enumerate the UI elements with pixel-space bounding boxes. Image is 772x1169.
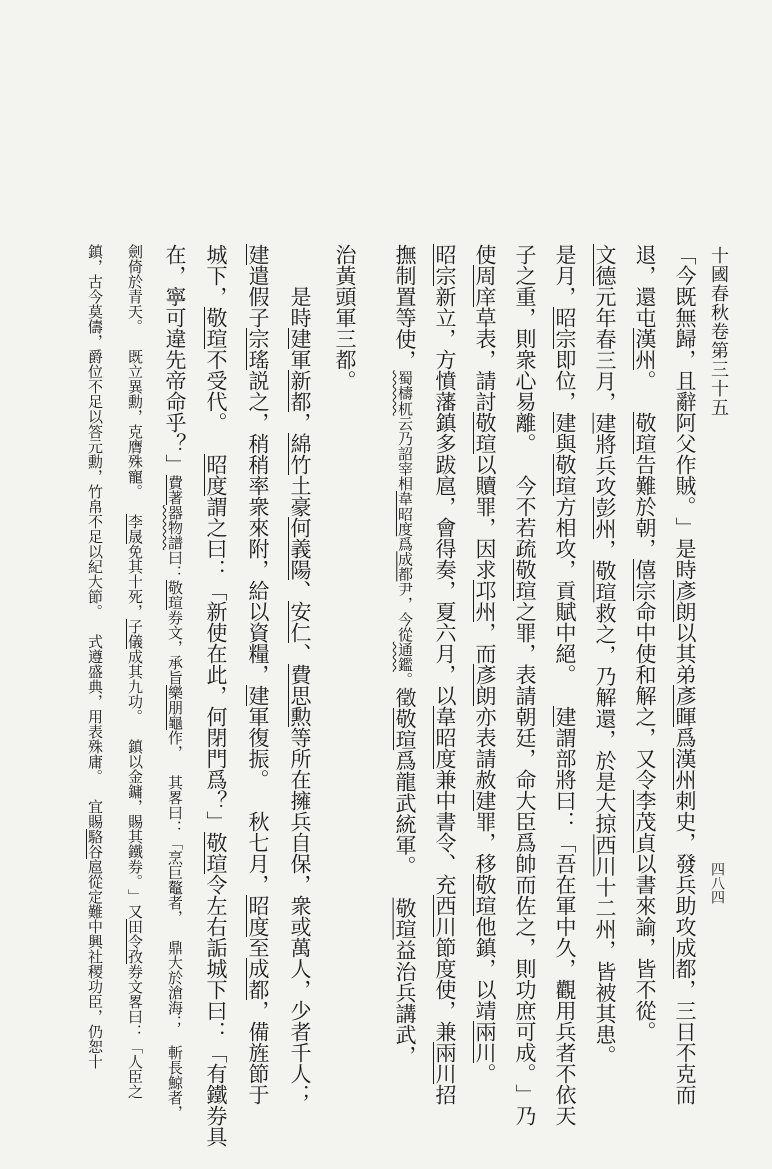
body-text: 告難於朝， <box>633 454 657 559</box>
text-column <box>331 244 359 1066</box>
proper-name-text: 漢州 <box>673 748 697 790</box>
proper-name-text: 建 <box>246 244 270 265</box>
body-text: 不受代。 <box>204 349 228 454</box>
proper-name-text: 敬瑄 <box>473 874 497 916</box>
proper-name-text: 駱谷 <box>86 829 104 859</box>
body-text: 與 <box>553 433 577 454</box>
annotation-text: 云乃詔宰相 <box>396 415 414 491</box>
body-text: 亦表請赦 <box>473 706 497 790</box>
proper-name-text: 安仁 <box>288 601 312 643</box>
body-text: 軍復振。 秋七月， <box>246 706 270 895</box>
proper-name-text: 敬瑄 <box>593 560 617 603</box>
book-title-text: 蜀檮杌 <box>396 370 414 416</box>
proper-name-text: 韋昭度 <box>396 490 414 537</box>
body-text: 使 <box>473 244 497 265</box>
body-text: 爲龍武統軍。 <box>393 750 417 898</box>
annotation-text: 免其十死， <box>126 544 144 619</box>
proper-name-text: 邛州 <box>473 580 497 622</box>
text-column <box>551 244 579 1126</box>
body-text: 方相攻，貢賦中絕。 <box>553 496 577 706</box>
body-text: 、 <box>288 580 312 601</box>
proper-name-text: 彥朗 <box>473 664 497 706</box>
annotation-text: 曰： <box>166 550 184 580</box>
body-text: ， <box>593 539 617 561</box>
book-title-text: 器物譜 <box>166 505 184 550</box>
body-text: 子之重，則衆心易離。 今不若疏 <box>513 244 537 559</box>
body-text: 等所在擁兵自保，衆或萬人，少者千人； <box>288 727 312 1105</box>
proper-name-text: 子儀 <box>126 619 144 649</box>
body-text: 令左右詬城下曰：「有鐵券具 <box>204 874 228 1147</box>
text-column <box>161 244 189 1120</box>
proper-name-text: 彥朗 <box>673 580 697 622</box>
annotation-text: 券文畧曰：「人臣之 <box>126 964 144 1099</box>
proper-name-text: 敬瑄 <box>393 897 417 940</box>
body-text: 治黃頭軍三都。 <box>333 244 357 391</box>
proper-name-text: 敬瑄 <box>166 580 184 610</box>
proper-name-text: 李晟 <box>126 514 144 544</box>
proper-name-text: 僖宗 <box>633 559 657 601</box>
body-text: 十二州，皆被其患。 <box>593 876 617 1067</box>
body-text: 、 <box>288 643 312 664</box>
text-column <box>591 244 619 1066</box>
body-text: 。 <box>473 1063 497 1084</box>
proper-name-text: 綿竹 <box>288 433 312 475</box>
annotation-text: 作， 其畧曰：「烹巨鼇者， 鼎大於滄海； 斬長鯨者， <box>166 730 184 1120</box>
body-text: 節度使，兼 <box>433 937 457 1042</box>
body-text: 益治兵講武， <box>393 939 417 1067</box>
proper-name-text: 費思勲 <box>288 664 312 727</box>
text-column <box>202 244 230 1147</box>
body-text: 謂之曰：「新使在此，何閉門爲？」 <box>204 496 228 832</box>
body-text: 謂部將曰：「吾在軍中久，觀用兵者不依天 <box>553 727 577 1126</box>
proper-name-text: 成都 <box>396 551 414 582</box>
proper-name-text: 敬瑄 <box>204 832 228 874</box>
body-text: 爲 <box>673 727 697 748</box>
proper-name-text: 敬瑄 <box>633 412 657 454</box>
body-text: 草表，請討 <box>473 307 497 412</box>
body-text: ，而 <box>473 622 497 664</box>
body-text: ，三日不克而 <box>673 979 697 1105</box>
body-text: 是時 <box>288 244 312 328</box>
body-text: 是月， <box>553 244 577 307</box>
text-column <box>631 244 659 1066</box>
proper-name-text: 新都 <box>288 370 312 412</box>
proper-name-text: 成都 <box>246 958 270 1000</box>
proper-name-text: 費著 <box>166 475 184 505</box>
proper-name-text: 敬瑄 <box>393 708 417 751</box>
proper-name-text: 田令孜 <box>126 919 144 964</box>
body-text: 説之，稍稍率衆來附，給以資糧， <box>246 370 270 685</box>
body-text: 土豪 <box>288 475 312 517</box>
body-text: ，備旌節于 <box>246 1000 270 1105</box>
proper-name-text: 敬瑄 <box>553 454 577 496</box>
body-text: 兼中書令、充 <box>433 769 457 895</box>
proper-name-text: 兩川 <box>473 1021 497 1063</box>
body-text: 在，寧可違先帝命乎？」 <box>163 244 187 475</box>
proper-name-text: 建 <box>593 412 617 434</box>
proper-name-text: 彥暉 <box>673 685 697 727</box>
text-column <box>391 244 419 1066</box>
body-text: 軍 <box>288 349 312 370</box>
body-text: 之罪，表請朝廷，命大臣爲帥而佐之，則功庶可成。」乃 <box>513 601 537 1126</box>
running-header-title: 十國春秋卷第三十五 <box>708 246 729 417</box>
body-text: 他鎮，以靖 <box>473 916 497 1021</box>
proper-name-text: 建 <box>473 790 497 811</box>
body-text: 至 <box>246 937 270 958</box>
proper-name-text: 何義陽 <box>288 517 312 580</box>
text-column <box>81 244 109 1069</box>
body-text: 刺史，發兵助攻 <box>673 790 697 937</box>
proper-name-text: 宗瑤 <box>246 328 270 370</box>
proper-name-text: 敬瑄 <box>204 307 228 349</box>
proper-name-text: 周庠 <box>473 265 497 307</box>
proper-name-text: 建 <box>288 328 312 349</box>
body-text: 救之，乃解還，於是大掠 <box>593 602 617 835</box>
body-text: 。 <box>633 370 657 412</box>
body-text: 以其弟 <box>673 622 697 685</box>
proper-name-text: 漢州 <box>633 328 657 370</box>
proper-name-text: 昭宗 <box>433 244 457 286</box>
proper-name-text: 建 <box>553 706 577 727</box>
body-text: 元年春三月， <box>593 286 617 413</box>
proper-name-text: 敬瑄 <box>473 412 497 454</box>
body-text: 城下， <box>204 244 228 307</box>
proper-name-text: 西川 <box>433 895 457 937</box>
body-text: 新立，方憤藩鎮多跋扈，會得奏，夏六月，以 <box>433 286 457 706</box>
book-title-text: 通鑑 <box>396 641 414 672</box>
text-column <box>431 244 459 1105</box>
annotation-text: 扈從定難中興社稷功臣，仍恕十 <box>86 859 104 1069</box>
annotation-text: 券文，承旨 <box>166 610 184 685</box>
proper-name-text: 文德 <box>593 244 617 287</box>
text-column <box>286 244 314 1105</box>
annotation-text: 尹，今從 <box>396 581 414 642</box>
body-text: 罪，移 <box>473 811 497 874</box>
body-text: 命中使和解之，又令 <box>633 601 657 790</box>
proper-name-text: 昭度 <box>246 895 270 937</box>
proper-name-text: 建 <box>246 685 270 706</box>
annotation-text: 。 <box>396 671 414 687</box>
body-text: 「今既無歸，且辭阿父作賊。」是時 <box>673 244 697 580</box>
body-text: 招 <box>433 1084 457 1105</box>
body-text: 退，還屯 <box>633 244 657 328</box>
text-column <box>244 244 272 1105</box>
body-text: 將兵攻 <box>593 433 617 497</box>
annotation-text: 成其九功。 鎮以金鏞，賜其鐵券。」又 <box>126 649 144 919</box>
proper-name-text: 敬瑄 <box>513 559 537 601</box>
proper-name-text: 昭宗 <box>553 307 577 349</box>
text-column <box>671 244 699 1105</box>
proper-name-text: 昭度 <box>204 454 228 496</box>
proper-name-text: 彭州 <box>593 497 617 540</box>
text-column <box>471 244 499 1084</box>
body-text: 遣假子 <box>246 265 270 328</box>
page-number: 四八四 <box>709 862 725 904</box>
text-column <box>121 244 149 1099</box>
body-text: 以贖罪，因求 <box>473 454 497 580</box>
body-text: ， <box>288 412 312 433</box>
proper-name-text: 成都 <box>673 937 697 979</box>
annotation-text: 爲 <box>396 536 414 552</box>
annotation-text: 劍倚於青天。 既立異勳，克膺殊寵。 <box>126 244 144 514</box>
proper-name-text: 李茂貞 <box>633 790 657 853</box>
proper-name-text: 兩川 <box>433 1042 457 1084</box>
text-column <box>511 244 539 1126</box>
body-text: 撫制置等使， <box>393 244 417 371</box>
body-text: 即位， <box>553 349 577 412</box>
proper-name-text: 韋昭度 <box>433 706 457 769</box>
proper-name-text: 樂朋龜 <box>166 685 184 730</box>
body-text: 徵 <box>393 686 417 708</box>
annotation-text: 鎮，古今莫儔，爵位不足以答元勳，竹帛不足以紀大節。 式遵盛典，用表殊庸。 宜賜 <box>86 244 104 829</box>
proper-name-text: 西川 <box>593 834 617 877</box>
body-text: 以書來諭，皆不從。 <box>633 853 657 1042</box>
proper-name-text: 建 <box>553 412 577 433</box>
